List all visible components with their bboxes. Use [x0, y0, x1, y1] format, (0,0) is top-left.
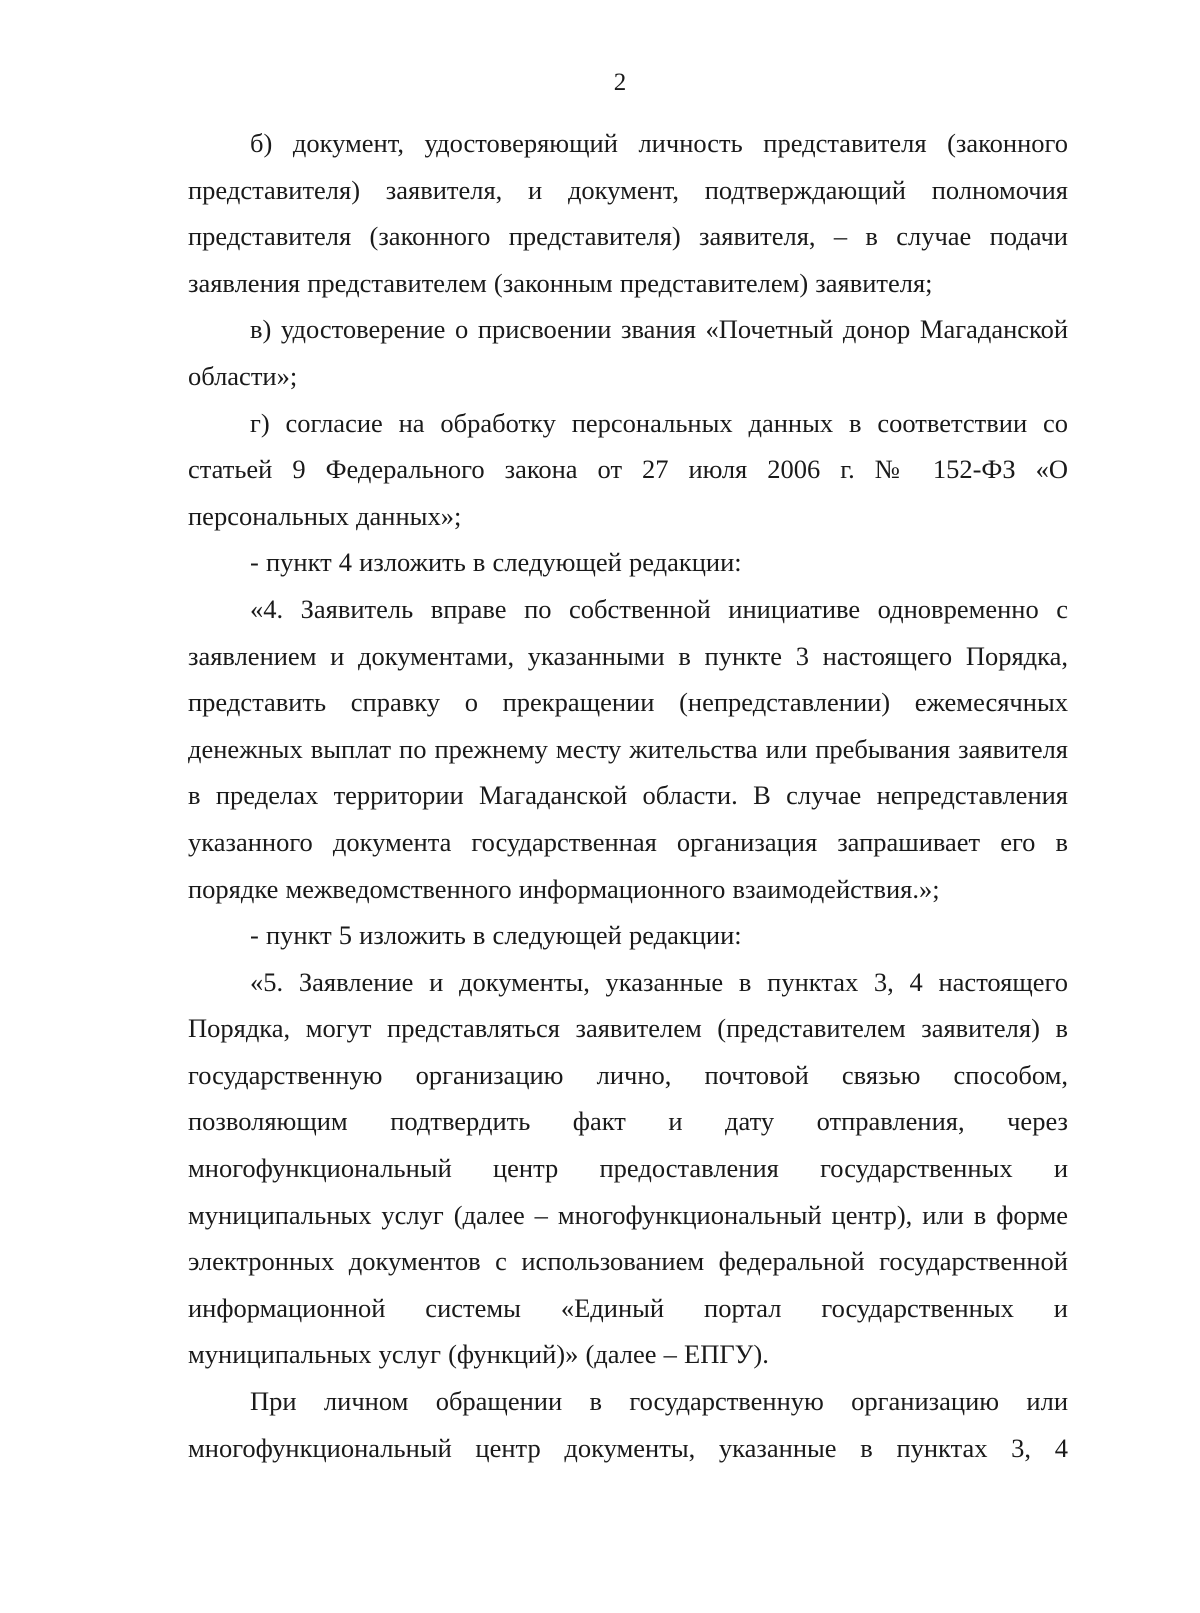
paragraph-amend-point-5: - пункт 5 изложить в следующей редакции: — [250, 920, 742, 951]
paragraph-amend-point-4: - пункт 4 изложить в следующей редакции: — [250, 547, 742, 578]
document-body — [188, 120, 1068, 1471]
paragraph-personal-visit: При личном обращении в государственную организацию или многофункциональный центр документы, указанные в пунктах 3, 4 — [188, 1386, 1068, 1463]
paragraph-item-v: в) удостоверение о присвоении звания «Почетный донор Магаданской области»; — [188, 314, 1068, 391]
paragraph-item-b: б) документ, удостоверяющий личность представителя (законного представителя) заявителя, и документ, подтверждающий полномочия представителя (законного представителя) заявителя, – в случае подачи заявления представителем (законным представителем) заявителя; — [188, 128, 1068, 298]
page-number: 2 — [613, 69, 627, 96]
paragraph-point-5: «5. Заявление и документы, указанные в пунктах 3, 4 настоящего Порядка, могут представляться заявителем (представителем заявителя) в государственную организацию лично, почтовой связью способом, позволяющим подтвердить факт и дату отправления, через многофункциональный центр предоставления государственных и муниципальных услуг (далее – многофункциональный центр), или в форме электронных документов с использованием федеральной государственной информационной системы «Единый портал государственных и муниципальных услуг (функций)» (далее – ЕПГУ). — [188, 966, 1068, 1370]
paragraph-item-g: г) согласие на обработку персональных данных в соответствии со статьей 9 Федерального закона от 27 июля 2006 г. № 152-ФЗ «О персональных данных»; — [188, 407, 1068, 531]
paragraph-point-4: «4. Заявитель вправе по собственной инициативе одновременно с заявлением и документами, указанными в пункте 3 настоящего Порядка, представить справку о прекращении (непредставлении) ежемесячных денежных выплат по прежнему месту жительства или пребывания заявителя в пределах территории Магаданской области. В случае непредставления указанного документа государственная организация запрашивает его в порядке межведомственного информационного взаимодействия.»; — [188, 593, 1068, 904]
